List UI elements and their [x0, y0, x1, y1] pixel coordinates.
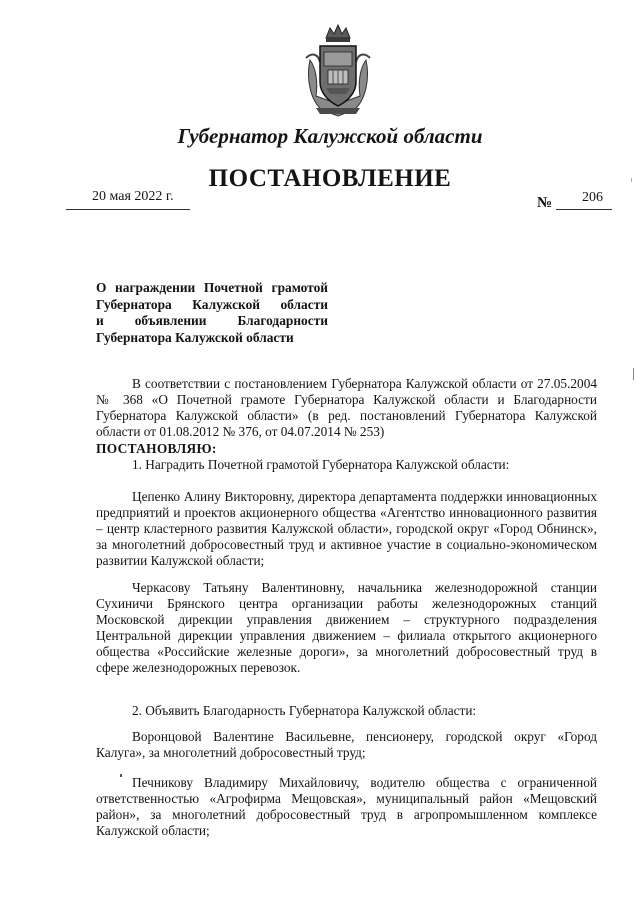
date-underline: [66, 209, 190, 210]
subject-line: Губернатора Калужской области: [96, 329, 294, 345]
document-subject: [96, 280, 328, 346]
scan-speck: [120, 774, 122, 777]
document-number: 206: [582, 190, 603, 205]
subject-line: и объявлении Благодарности: [96, 313, 328, 328]
award-paragraph: Цепенко Алину Викторовну, директора департамента поддержки инновационных предприятий и проектов акционерного общества «Агентство инновационного развития – центр кластерного развития Калужской области», городской округ «Город Обнинск», за многолетний добросовестный труд и активное участие в социально-экономическом развитии Калужской области;: [96, 489, 597, 568]
number-sign: №: [537, 195, 553, 211]
coat-of-arms-emblem: [302, 22, 374, 118]
thanks-paragraph: Печникову Владимиру Михайловичу, водителю общества с ограниченной ответственностью «Агрофирма Мещовская», муниципальный район «Мещовский район», за многолетний добросовестный труд в агропромышленном комплексе Калужской области;: [96, 775, 597, 838]
thanks-paragraph: Воронцовой Валентине Васильевне, пенсионеру, городской округ «Город Калуга», за многолетний добросовестный труд;: [96, 729, 597, 760]
clause-1-heading: 1. Наградить Почетной грамотой Губернатора Калужской области:: [132, 457, 510, 472]
scan-edge-mark: [631, 178, 632, 182]
award-paragraph: Черкасову Татьяну Валентиновну, начальника железнодорожной станции Сухиничи Брянского центра организации работы железнодорожных станций Московской дирекции управления движением – структурного подразделения Центральной дирекции управления движением – филиала открытого акционерного общества «Российские железные дороги», за многолетний добросовестный труд в сфере железнодорожных перевозок.: [96, 580, 597, 675]
subject-line: О награждении Почетной грамотой: [96, 280, 328, 295]
number-underline: [556, 209, 612, 210]
resolve-heading: ПОСТАНОВЛЯЮ:: [96, 441, 217, 456]
document-date: 20 мая 2022 г.: [92, 189, 174, 204]
scan-edge-mark: [633, 368, 634, 380]
authority-title: Губернатор Калужской области: [177, 124, 483, 148]
preamble-paragraph: В соответствии с постановлением Губернатора Калужской области от 27.05.2004 № 368 «О Почетной грамоте Губернатора Калужской области и Благодарности Губернатора Калужской области» (в ред. постановлений Губернатора Калужской области от 01.08.2012 № 376, от 04.07.2014 № 253): [96, 376, 597, 439]
document-type-heading: ПОСТАНОВЛЕНИЕ: [208, 165, 452, 192]
clause-2-heading: 2. Объявить Благодарность Губернатора Калужской области:: [132, 703, 477, 718]
subject-line: Губернатора Калужской области: [96, 296, 328, 312]
